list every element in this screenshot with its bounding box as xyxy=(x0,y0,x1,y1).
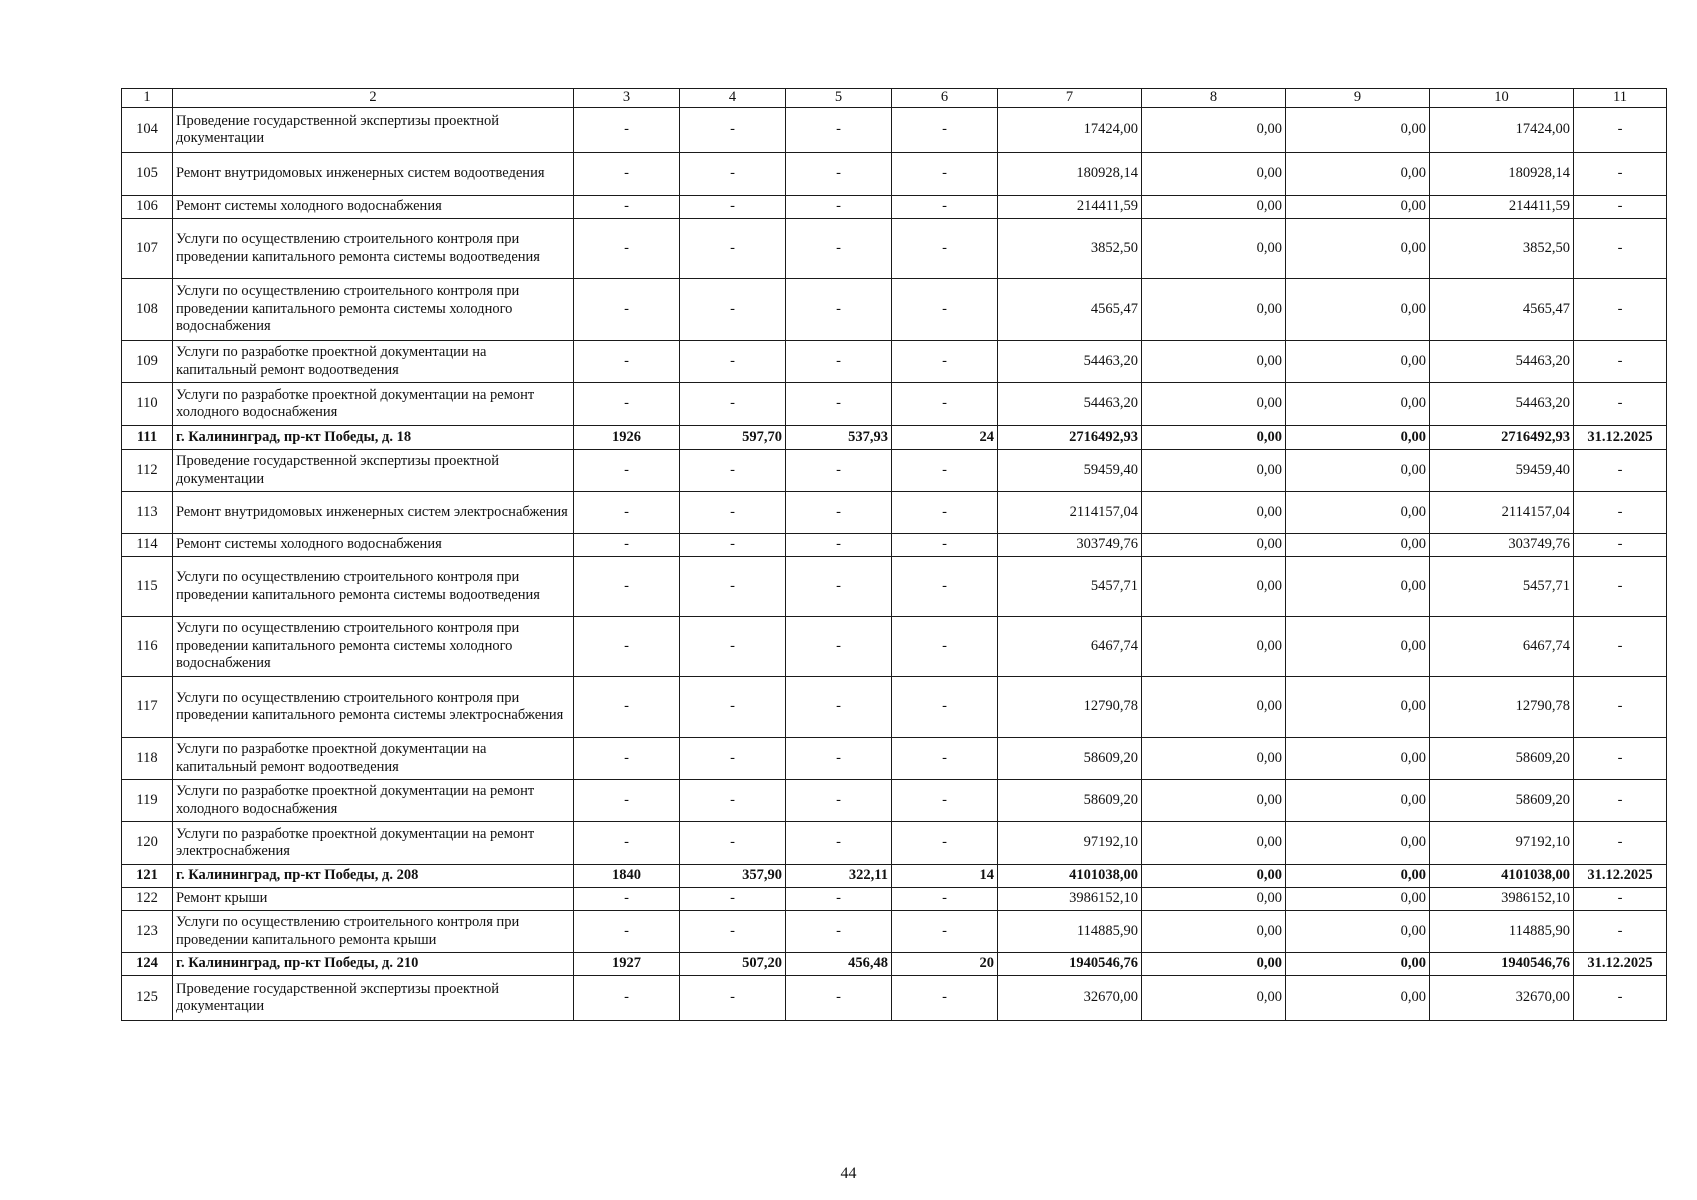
cell-col7: 3986152,10 xyxy=(998,888,1142,911)
work-name: Услуги по осуществлению строительного контроля при проведении капитального ремонта системы водоотведения xyxy=(173,219,574,279)
table-row xyxy=(122,450,1667,492)
cell-col8: 0,00 xyxy=(1142,279,1286,341)
cell-col10: 17424,00 xyxy=(1430,108,1574,153)
cell-col10: 180928,14 xyxy=(1430,153,1574,196)
cell-col6: - xyxy=(892,617,998,677)
column-number: 1 xyxy=(122,89,173,108)
column-number: 9 xyxy=(1286,89,1430,108)
cell-col7: 58609,20 xyxy=(998,738,1142,780)
cell-col6: 24 xyxy=(892,426,998,450)
cell-col8: 0,00 xyxy=(1142,557,1286,617)
row-number: 121 xyxy=(122,865,173,888)
cell-col9: 0,00 xyxy=(1286,153,1430,196)
cell-col11: - xyxy=(1574,677,1667,738)
cell-col11: - xyxy=(1574,911,1667,953)
table-row xyxy=(122,888,1667,911)
cell-col6: - xyxy=(892,341,998,383)
cell-col9: 0,00 xyxy=(1286,196,1430,219)
cell-col5: - xyxy=(786,450,892,492)
cell-col4: - xyxy=(680,383,786,426)
cell-col5: - xyxy=(786,738,892,780)
cell-col4: - xyxy=(680,153,786,196)
cell-col6: - xyxy=(892,219,998,279)
cell-col3: - xyxy=(574,780,680,822)
cell-col11: - xyxy=(1574,196,1667,219)
work-name: Проведение государственной экспертизы проектной документации xyxy=(173,450,574,492)
cell-col9: 0,00 xyxy=(1286,865,1430,888)
cell-col10: 59459,40 xyxy=(1430,450,1574,492)
row-number: 111 xyxy=(122,426,173,450)
cell-col8: 0,00 xyxy=(1142,911,1286,953)
cell-col5: - xyxy=(786,492,892,534)
cell-col10: 58609,20 xyxy=(1430,780,1574,822)
cell-col9: 0,00 xyxy=(1286,888,1430,911)
cell-col7: 58609,20 xyxy=(998,780,1142,822)
cell-col11: - xyxy=(1574,279,1667,341)
cell-col5: - xyxy=(786,534,892,557)
cell-col8: 0,00 xyxy=(1142,888,1286,911)
cell-col5: - xyxy=(786,341,892,383)
cell-col3: - xyxy=(574,492,680,534)
table-row xyxy=(122,911,1667,953)
cell-col5: - xyxy=(786,677,892,738)
cell-col5: 537,93 xyxy=(786,426,892,450)
work-name: Услуги по осуществлению строительного контроля при проведении капитального ремонта системы холодного водоснабжения xyxy=(173,617,574,677)
table-row xyxy=(122,822,1667,865)
column-number: 10 xyxy=(1430,89,1574,108)
cell-col10: 5457,71 xyxy=(1430,557,1574,617)
cell-col6: - xyxy=(892,492,998,534)
table-row xyxy=(122,153,1667,196)
cell-col11: - xyxy=(1574,976,1667,1021)
row-number: 117 xyxy=(122,677,173,738)
cell-col9: 0,00 xyxy=(1286,557,1430,617)
cell-col9: 0,00 xyxy=(1286,738,1430,780)
cell-col7: 6467,74 xyxy=(998,617,1142,677)
cell-col4: - xyxy=(680,911,786,953)
table-row xyxy=(122,617,1667,677)
cell-col9: 0,00 xyxy=(1286,492,1430,534)
column-number: 3 xyxy=(574,89,680,108)
cell-col4: - xyxy=(680,492,786,534)
work-name: Ремонт внутридомовых инженерных систем электроснабжения xyxy=(173,492,574,534)
column-number: 2 xyxy=(173,89,574,108)
cell-col11: - xyxy=(1574,341,1667,383)
cell-col8: 0,00 xyxy=(1142,450,1286,492)
cell-col6: 14 xyxy=(892,865,998,888)
table-row xyxy=(122,383,1667,426)
row-number: 124 xyxy=(122,953,173,976)
cell-col9: 0,00 xyxy=(1286,219,1430,279)
cell-col7: 214411,59 xyxy=(998,196,1142,219)
work-name: Проведение государственной экспертизы проектной документации xyxy=(173,976,574,1021)
cell-col6: - xyxy=(892,822,998,865)
cell-col4: - xyxy=(680,219,786,279)
cell-col7: 303749,76 xyxy=(998,534,1142,557)
work-name: г. Калининград, пр-кт Победы, д. 210 xyxy=(173,953,574,976)
register-table xyxy=(121,88,1667,1021)
row-number: 120 xyxy=(122,822,173,865)
cell-col9: 0,00 xyxy=(1286,279,1430,341)
cell-col3: - xyxy=(574,383,680,426)
work-name: Услуги по разработке проектной документации на ремонт холодного водоснабжения xyxy=(173,780,574,822)
work-name: Услуги по осуществлению строительного контроля при проведении капитального ремонта системы водоотведения xyxy=(173,557,574,617)
cell-col8: 0,00 xyxy=(1142,953,1286,976)
cell-col10: 2114157,04 xyxy=(1430,492,1574,534)
work-name: Ремонт крыши xyxy=(173,888,574,911)
cell-col6: - xyxy=(892,738,998,780)
cell-col4: - xyxy=(680,677,786,738)
cell-col3: - xyxy=(574,196,680,219)
cell-col3: - xyxy=(574,341,680,383)
cell-col8: 0,00 xyxy=(1142,383,1286,426)
cell-col10: 214411,59 xyxy=(1430,196,1574,219)
row-number: 115 xyxy=(122,557,173,617)
cell-col9: 0,00 xyxy=(1286,426,1430,450)
cell-col9: 0,00 xyxy=(1286,822,1430,865)
cell-col3: - xyxy=(574,219,680,279)
cell-col7: 1940546,76 xyxy=(998,953,1142,976)
cell-col10: 6467,74 xyxy=(1430,617,1574,677)
cell-col4: - xyxy=(680,341,786,383)
work-name: Услуги по осуществлению строительного контроля при проведении капитального ремонта системы электроснабжения xyxy=(173,677,574,738)
page-number: 44 xyxy=(840,1165,857,1182)
cell-col5: - xyxy=(786,196,892,219)
cell-col7: 4101038,00 xyxy=(998,865,1142,888)
cell-col8: 0,00 xyxy=(1142,426,1286,450)
cell-col10: 4565,47 xyxy=(1430,279,1574,341)
cell-col3: - xyxy=(574,617,680,677)
address-row xyxy=(122,426,1667,450)
cell-col5: 456,48 xyxy=(786,953,892,976)
cell-col6: - xyxy=(892,677,998,738)
work-name: Услуги по разработке проектной документации на капитальный ремонт водоотведения xyxy=(173,341,574,383)
column-number: 4 xyxy=(680,89,786,108)
cell-col10: 97192,10 xyxy=(1430,822,1574,865)
cell-col7: 32670,00 xyxy=(998,976,1142,1021)
cell-col9: 0,00 xyxy=(1286,677,1430,738)
cell-col4: - xyxy=(680,557,786,617)
cell-col7: 114885,90 xyxy=(998,911,1142,953)
cell-col8: 0,00 xyxy=(1142,738,1286,780)
cell-col4: - xyxy=(680,976,786,1021)
cell-col11: - xyxy=(1574,219,1667,279)
cell-col3: - xyxy=(574,557,680,617)
cell-col4: 357,90 xyxy=(680,865,786,888)
cell-col6: - xyxy=(892,383,998,426)
cell-col5: - xyxy=(786,153,892,196)
cell-col5: - xyxy=(786,108,892,153)
work-name: Ремонт системы холодного водоснабжения xyxy=(173,534,574,557)
cell-col5: - xyxy=(786,888,892,911)
row-number: 109 xyxy=(122,341,173,383)
cell-col3: 1840 xyxy=(574,865,680,888)
cell-col9: 0,00 xyxy=(1286,976,1430,1021)
cell-col10: 1940546,76 xyxy=(1430,953,1574,976)
cell-col4: - xyxy=(680,450,786,492)
cell-col3: - xyxy=(574,534,680,557)
cell-col3: - xyxy=(574,677,680,738)
cell-col11: - xyxy=(1574,108,1667,153)
row-number: 114 xyxy=(122,534,173,557)
cell-col6: - xyxy=(892,196,998,219)
cell-col11: 31.12.2025 xyxy=(1574,953,1667,976)
row-number: 107 xyxy=(122,219,173,279)
table-row xyxy=(122,341,1667,383)
column-number: 7 xyxy=(998,89,1142,108)
cell-col6: - xyxy=(892,153,998,196)
cell-col4: - xyxy=(680,822,786,865)
cell-col8: 0,00 xyxy=(1142,865,1286,888)
cell-col10: 3852,50 xyxy=(1430,219,1574,279)
cell-col3: 1926 xyxy=(574,426,680,450)
cell-col6: - xyxy=(892,108,998,153)
table-row xyxy=(122,219,1667,279)
cell-col6: - xyxy=(892,911,998,953)
cell-col7: 2114157,04 xyxy=(998,492,1142,534)
cell-col10: 12790,78 xyxy=(1430,677,1574,738)
row-number: 108 xyxy=(122,279,173,341)
cell-col10: 303749,76 xyxy=(1430,534,1574,557)
work-name: г. Калининград, пр-кт Победы, д. 208 xyxy=(173,865,574,888)
cell-col8: 0,00 xyxy=(1142,822,1286,865)
work-name: Услуги по разработке проектной документации на ремонт холодного водоснабжения xyxy=(173,383,574,426)
cell-col8: 0,00 xyxy=(1142,341,1286,383)
cell-col5: - xyxy=(786,279,892,341)
table-row xyxy=(122,677,1667,738)
cell-col8: 0,00 xyxy=(1142,534,1286,557)
cell-col11: - xyxy=(1574,492,1667,534)
cell-col4: - xyxy=(680,617,786,677)
cell-col4: - xyxy=(680,196,786,219)
cell-col6: - xyxy=(892,279,998,341)
cell-col4: - xyxy=(680,108,786,153)
cell-col6: - xyxy=(892,534,998,557)
cell-col6: - xyxy=(892,888,998,911)
cell-col10: 32670,00 xyxy=(1430,976,1574,1021)
cell-col3: - xyxy=(574,450,680,492)
cell-col8: 0,00 xyxy=(1142,677,1286,738)
column-number-row xyxy=(122,89,1667,108)
cell-col9: 0,00 xyxy=(1286,617,1430,677)
cell-col5: - xyxy=(786,383,892,426)
cell-col11: - xyxy=(1574,450,1667,492)
cell-col3: - xyxy=(574,153,680,196)
work-name: г. Калининград, пр-кт Победы, д. 18 xyxy=(173,426,574,450)
cell-col5: - xyxy=(786,976,892,1021)
cell-col7: 54463,20 xyxy=(998,383,1142,426)
row-number: 105 xyxy=(122,153,173,196)
cell-col3: - xyxy=(574,976,680,1021)
cell-col7: 54463,20 xyxy=(998,341,1142,383)
cell-col8: 0,00 xyxy=(1142,780,1286,822)
column-number: 8 xyxy=(1142,89,1286,108)
cell-col10: 54463,20 xyxy=(1430,383,1574,426)
column-number: 11 xyxy=(1574,89,1667,108)
cell-col7: 97192,10 xyxy=(998,822,1142,865)
cell-col6: - xyxy=(892,450,998,492)
row-number: 119 xyxy=(122,780,173,822)
column-number: 5 xyxy=(786,89,892,108)
cell-col11: - xyxy=(1574,153,1667,196)
cell-col9: 0,00 xyxy=(1286,953,1430,976)
cell-col11: - xyxy=(1574,617,1667,677)
table-row xyxy=(122,557,1667,617)
row-number: 116 xyxy=(122,617,173,677)
cell-col9: 0,00 xyxy=(1286,383,1430,426)
cell-col11: - xyxy=(1574,738,1667,780)
address-row xyxy=(122,865,1667,888)
address-row xyxy=(122,953,1667,976)
cell-col11: - xyxy=(1574,557,1667,617)
cell-col4: 597,70 xyxy=(680,426,786,450)
row-number: 113 xyxy=(122,492,173,534)
column-number: 6 xyxy=(892,89,998,108)
cell-col8: 0,00 xyxy=(1142,617,1286,677)
cell-col3: - xyxy=(574,888,680,911)
cell-col9: 0,00 xyxy=(1286,534,1430,557)
cell-col10: 114885,90 xyxy=(1430,911,1574,953)
cell-col10: 54463,20 xyxy=(1430,341,1574,383)
cell-col3: - xyxy=(574,279,680,341)
cell-col8: 0,00 xyxy=(1142,153,1286,196)
cell-col7: 2716492,93 xyxy=(998,426,1142,450)
cell-col3: 1927 xyxy=(574,953,680,976)
cell-col5: - xyxy=(786,617,892,677)
cell-col11: - xyxy=(1574,383,1667,426)
cell-col9: 0,00 xyxy=(1286,108,1430,153)
cell-col7: 17424,00 xyxy=(998,108,1142,153)
table-row xyxy=(122,279,1667,341)
work-name: Ремонт внутридомовых инженерных систем водоотведения xyxy=(173,153,574,196)
cell-col4: - xyxy=(680,738,786,780)
cell-col4: - xyxy=(680,888,786,911)
cell-col10: 4101038,00 xyxy=(1430,865,1574,888)
cell-col4: - xyxy=(680,534,786,557)
cell-col10: 58609,20 xyxy=(1430,738,1574,780)
cell-col10: 2716492,93 xyxy=(1430,426,1574,450)
work-name: Услуги по разработке проектной документации на ремонт электроснабжения xyxy=(173,822,574,865)
cell-col5: - xyxy=(786,911,892,953)
cell-col8: 0,00 xyxy=(1142,976,1286,1021)
cell-col11: - xyxy=(1574,822,1667,865)
row-number: 125 xyxy=(122,976,173,1021)
row-number: 104 xyxy=(122,108,173,153)
work-name: Ремонт системы холодного водоснабжения xyxy=(173,196,574,219)
work-name: Проведение государственной экспертизы проектной документации xyxy=(173,108,574,153)
cell-col11: - xyxy=(1574,888,1667,911)
cell-col7: 59459,40 xyxy=(998,450,1142,492)
cell-col4: - xyxy=(680,279,786,341)
cell-col6: - xyxy=(892,976,998,1021)
row-number: 112 xyxy=(122,450,173,492)
table-row xyxy=(122,492,1667,534)
cell-col7: 5457,71 xyxy=(998,557,1142,617)
row-number: 123 xyxy=(122,911,173,953)
cell-col8: 0,00 xyxy=(1142,108,1286,153)
cell-col5: - xyxy=(786,822,892,865)
cell-col3: - xyxy=(574,738,680,780)
cell-col6: - xyxy=(892,780,998,822)
cell-col11: - xyxy=(1574,534,1667,557)
cell-col10: 3986152,10 xyxy=(1430,888,1574,911)
cell-col9: 0,00 xyxy=(1286,780,1430,822)
cell-col11: 31.12.2025 xyxy=(1574,865,1667,888)
cell-col11: 31.12.2025 xyxy=(1574,426,1667,450)
work-name: Услуги по осуществлению строительного контроля при проведении капитального ремонта крыши xyxy=(173,911,574,953)
cell-col5: - xyxy=(786,219,892,279)
cell-col8: 0,00 xyxy=(1142,219,1286,279)
cell-col4: - xyxy=(680,780,786,822)
cell-col11: - xyxy=(1574,780,1667,822)
cell-col4: 507,20 xyxy=(680,953,786,976)
cell-col9: 0,00 xyxy=(1286,341,1430,383)
row-number: 106 xyxy=(122,196,173,219)
cell-col7: 4565,47 xyxy=(998,279,1142,341)
cell-col3: - xyxy=(574,911,680,953)
row-number: 122 xyxy=(122,888,173,911)
cell-col6: 20 xyxy=(892,953,998,976)
table-row xyxy=(122,108,1667,153)
cell-col9: 0,00 xyxy=(1286,911,1430,953)
cell-col7: 12790,78 xyxy=(998,677,1142,738)
cell-col3: - xyxy=(574,822,680,865)
cell-col5: - xyxy=(786,557,892,617)
table-row xyxy=(122,780,1667,822)
table-row xyxy=(122,534,1667,557)
cell-col8: 0,00 xyxy=(1142,196,1286,219)
register-table-container xyxy=(121,88,1666,1021)
cell-col5: - xyxy=(786,780,892,822)
work-name: Услуги по разработке проектной документации на капитальный ремонт водоотведения xyxy=(173,738,574,780)
cell-col8: 0,00 xyxy=(1142,492,1286,534)
cell-col9: 0,00 xyxy=(1286,450,1430,492)
row-number: 110 xyxy=(122,383,173,426)
cell-col7: 180928,14 xyxy=(998,153,1142,196)
cell-col5: 322,11 xyxy=(786,865,892,888)
row-number: 118 xyxy=(122,738,173,780)
table-row xyxy=(122,976,1667,1021)
table-row xyxy=(122,196,1667,219)
cell-col3: - xyxy=(574,108,680,153)
cell-col7: 3852,50 xyxy=(998,219,1142,279)
work-name: Услуги по осуществлению строительного контроля при проведении капитального ремонта системы холодного водоснабжения xyxy=(173,279,574,341)
cell-col6: - xyxy=(892,557,998,617)
table-row xyxy=(122,738,1667,780)
